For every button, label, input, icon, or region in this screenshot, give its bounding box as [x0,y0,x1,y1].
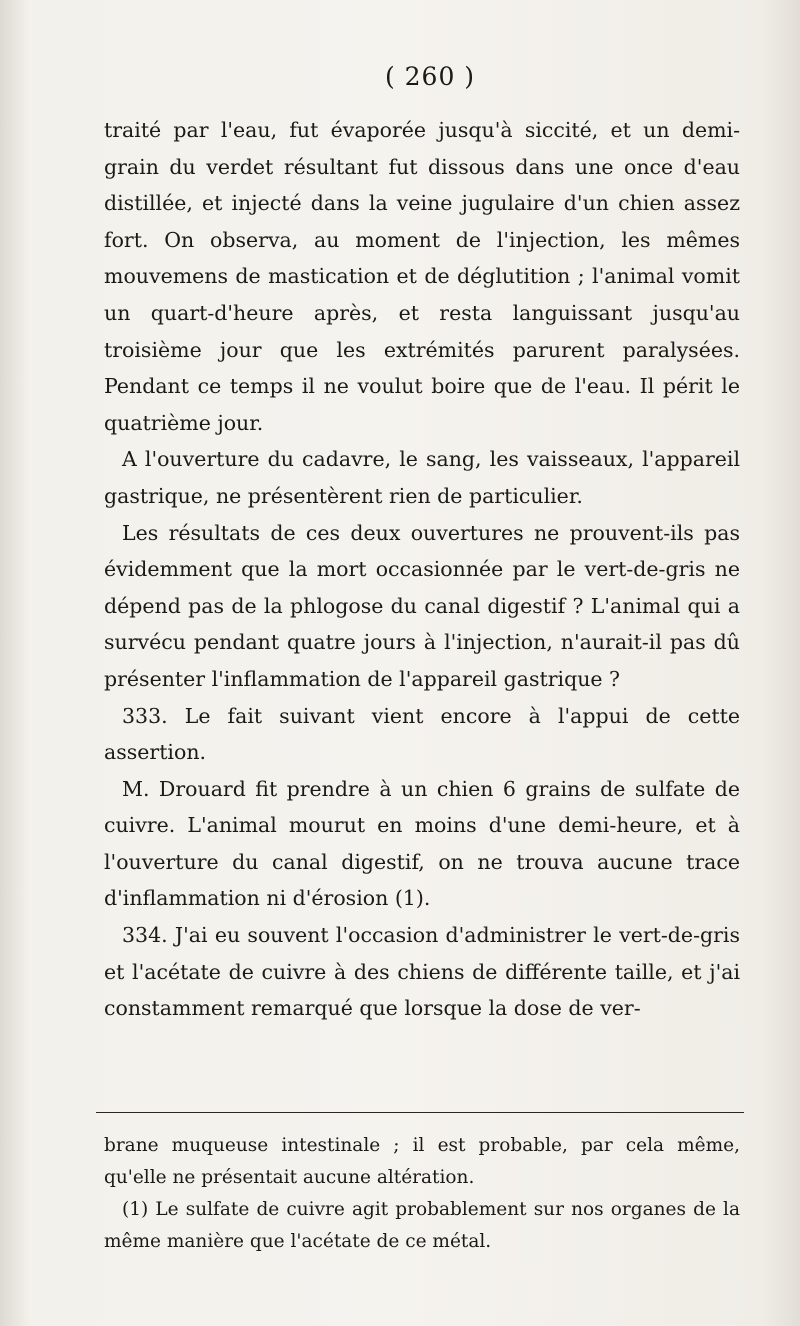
paragraph-results-question: Les résultats de ces deux ouvertures ne prouvent-ils pas évidemment que la mort occasionnée par le vert-de-gris ne dépend pas de la phlogose du canal digestif ? L'animal qui a survécu pendant quatre jours à l'injection, n'aurait-il pas dû présenter l'inflammation de l'appareil gastrique ? [104,520,740,691]
footnote-continuation: brane muqueuse intestinale ; il est probable, par cela même, qu'elle ne présentait aucune altération. [104,1135,740,1188]
paragraph-section-333: 333. Le fait suivant vient encore à l'appui de cette assertion. [104,703,740,765]
paragraph-section-334: 334. J'ai eu souvent l'occasion d'administrer le vert-de-gris et l'acétate de cuivre à des chiens de différente taille, et j'ai constamment remarqué que lorsque la dose de ver- [104,923,740,1021]
page-number: ( 260 ) [384,62,476,91]
footnote-divider [96,1112,744,1113]
footnotes [104,1130,740,1258]
footnote-1: (1) Le sulfate de cuivre agit probablement sur nos organes de la même manière que l'acétate de ce métal. [104,1199,740,1252]
paragraph-injection-experiment: traité par l'eau, fut évaporée jusqu'à siccité, et un demi-grain du verdet résultant fut dissous dans une once d'eau distillée, et injecté dans la veine jugulaire d'un chien assez fort. On observa, au moment de l'injection, les mêmes mouvemens de mastication et de déglutition ; l'animal vomit un quart-d'heure après, et resta languissant jusqu'au troisième jour que les extrémités parurent paralysées. Pendant ce temps il ne voulut boire que de l'eau. Il périt le quatrième jour. [104,118,740,435]
paragraph-drouard-experiment: M. Drouard fit prendre à un chien 6 grains de sulfate de cuivre. L'animal mourut en moins d'une demi-heure, et à l'ouverture du canal digestif, on ne trouva aucune trace d'inflammation ni d'érosion (1). [104,776,740,911]
paragraph-autopsy: A l'ouverture du cadavre, le sang, les vaisseaux, l'appareil gastrique, ne présentèrent rien de particulier. [104,447,740,508]
main-text [104,112,740,1027]
